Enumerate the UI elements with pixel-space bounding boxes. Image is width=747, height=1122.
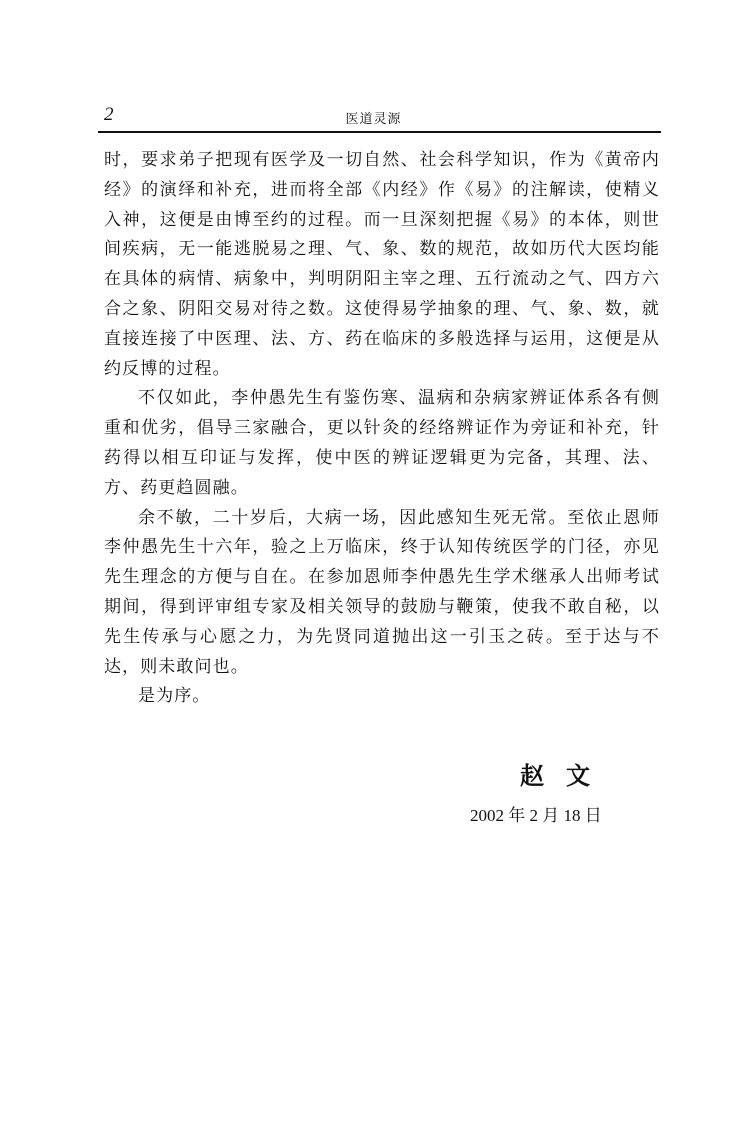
paragraph: 不仅如此，李仲愚先生有鉴伤寒、温病和杂病家辨证体系各有侧重和优劣，倡导三家融合，更以针灸的经络辨证作为旁证和补充，针药得以相互印证与发挥，使中医的辨证逻辑更为完备，其理、法、方、药更趋圆融。: [104, 388, 660, 498]
paragraph-continued: 时，要求弟子把现有医学及一切自然、社会科学知识，作为《黄帝内经》的演绎和补充，进而将全部《内经》作《易》的注解读，使精义入神，这便是由博至约的过程。而一旦深刻把握《易》的本体，则世间疾病，无一能逃脱易之理、气、象、数的规范，故如历代大医均能在具体的病情、病象中，判明阴阳主宰之理、五行流动之气、四方六合之象、阴阳交易对待之数。这使得易学抽象的理、气、象、数，就直接连接了中医理、法、方、药在临床的多般选择与运用，这便是从约反博的过程。: [104, 150, 660, 379]
date: 2002 年 2 月 18 日: [470, 806, 602, 825]
preface-body: [104, 146, 660, 712]
author-signature: 赵文: [520, 761, 612, 790]
paragraph-closing: 是为序。: [138, 686, 211, 707]
paragraph: 余不敏，二十岁后，大病一场，因此感知生死无常。至依止恩师李仲愚先生十六年，验之上万临床，终于认知传统医学的门径，亦见先生理念的方便与自在。在参加恩师李仲愚先生学术继承人出师考试期间，得到评审组专家及相关领导的鼓励与鞭策，使我不敢自秘，以先生传承与心愿之力，为先贤同道抛出这一引玉之砖。至于达与不达，则未敢问也。: [104, 507, 660, 677]
header-rule: [98, 131, 661, 133]
page-number: 2: [104, 104, 114, 125]
running-title: 医道灵源: [345, 112, 402, 127]
